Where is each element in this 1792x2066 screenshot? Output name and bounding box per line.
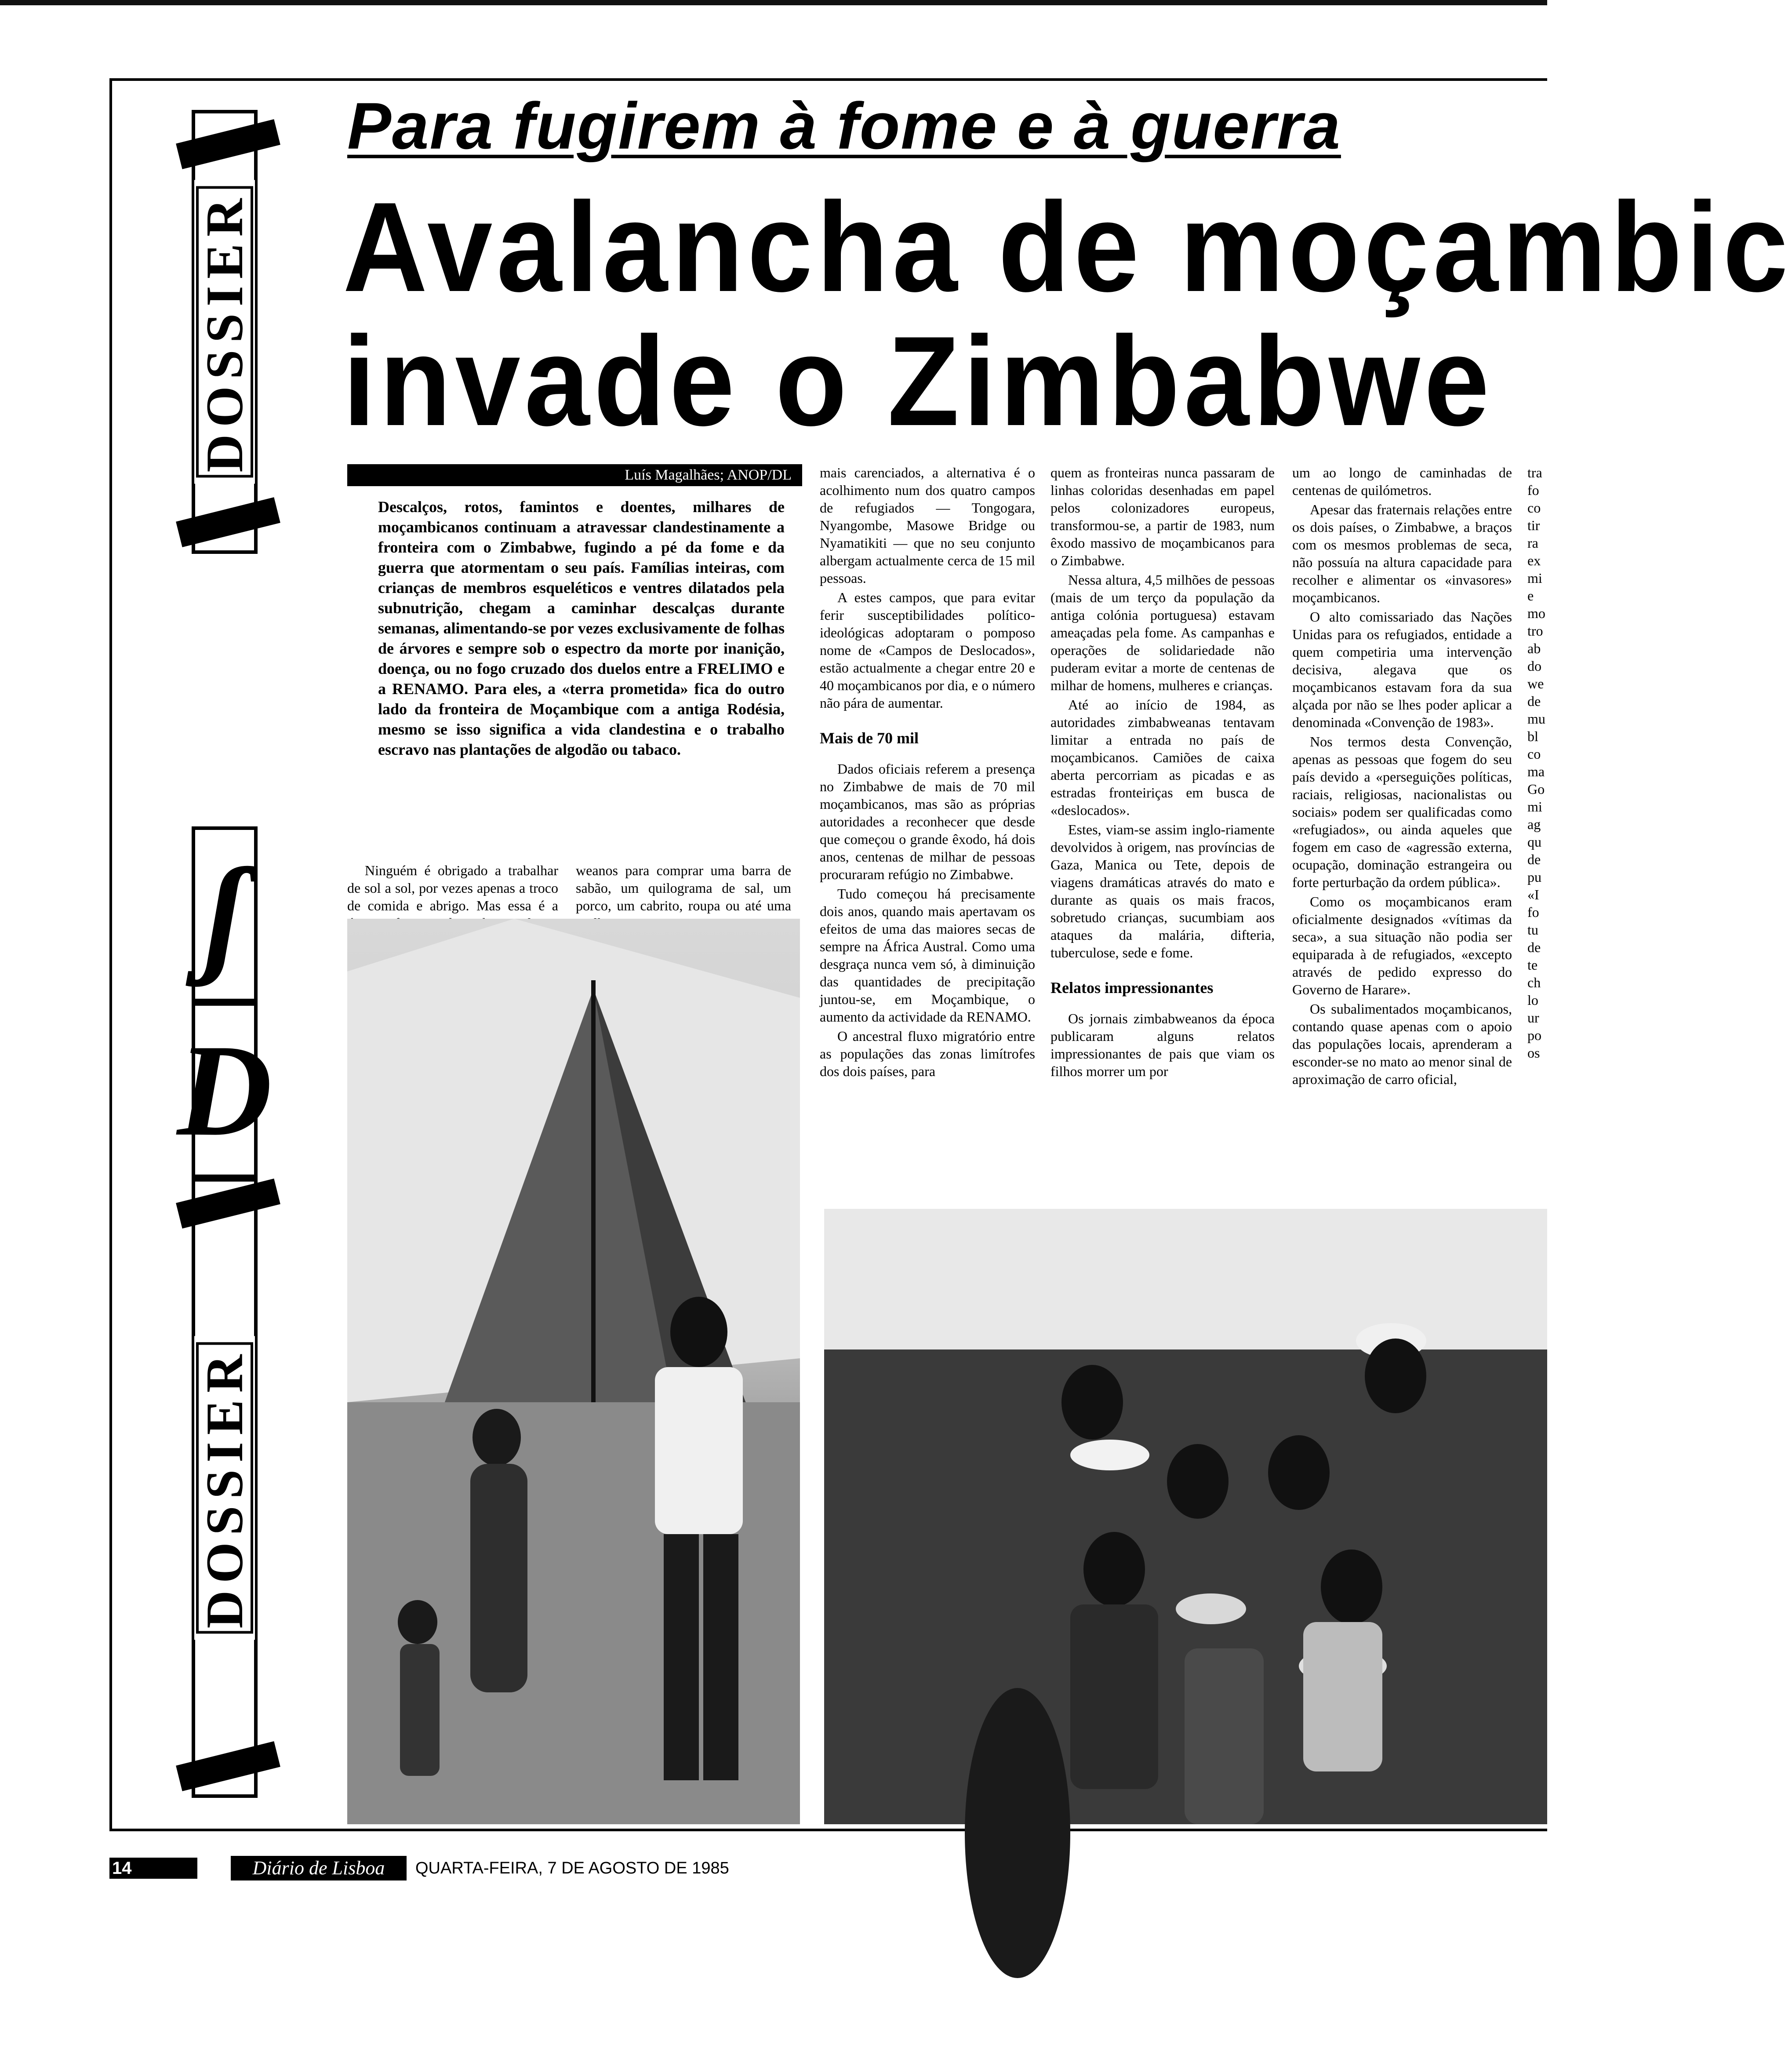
cutoff-fragment: lo	[1527, 992, 1538, 1008]
photo-children-illustration	[824, 1209, 1547, 1824]
cutoff-fragment: te	[1527, 957, 1538, 973]
cutoff-fragment: pu	[1527, 869, 1541, 885]
cutoff-fragment: mi	[1527, 570, 1542, 586]
paragraph: Os jornais zimbabweanos da época publicaram alguns relatos impressionantes de pais que viam os filhos morrer um por	[1050, 1011, 1275, 1079]
paragraph: Os subalimentados moçambicanos, contando quase apenas com o apoio das populações locais, aprenderam a esconder-se no mato ao menor sinal de aproximação de carro oficial,	[1292, 1001, 1512, 1087]
cutoff-fragment: ra	[1527, 535, 1538, 551]
cutoff-fragment: os	[1527, 1045, 1540, 1061]
cutoff-fragment: qu	[1527, 834, 1541, 850]
paragraph: O ancestral fluxo migratório entre as populações das zonas limítrofes dos dois países, para	[820, 1028, 1035, 1079]
article-column-f-cutoff	[1527, 464, 1547, 1062]
paragraph: Dados oficiais referem a presença no Zimbabwe de mais de 70 mil moçambicanos, mas são as próprias autoridades a reconhecer que desde que começou o grande êxodo, há dois anos, centenas de milhar de pessoas procuraram refúgio no Zimbabwe.	[820, 761, 1035, 882]
paragraph: A estes campos, que para evitar ferir susceptibilidades político-ideológicas adoptaram o pomposo nome de «Campos de Deslocados», estão actualmente a chegar entre 20 e 40 moçambicanos por dia, e o número não pára de aumentar.	[820, 589, 1035, 711]
subheading-mais-de-70-mil: Mais de 70 mil	[820, 729, 919, 747]
cutoff-fragment: ag	[1527, 816, 1541, 832]
cutoff-fragment: fo	[1527, 904, 1539, 920]
paragraph: quem as fronteiras nunca passaram de linhas coloridas desenhadas em papel pelos colonizadores europeus, transformou-se, a partir de 1983, num êxodo massivo de moçambicanos para o Zimbabwe.	[1050, 465, 1275, 568]
cutoff-fragment: do	[1527, 658, 1541, 674]
issue-date: QUARTA-FEIRA, 7 DE AGOSTO DE 1985	[415, 1859, 729, 1877]
paragraph: Nessa altura, 4,5 milhões de pessoas (mais de um terço da população da antiga colónia portuguesa) estavam ameaçadas pela fome. As campanhas e operações de solidariedade não puderam evitar a morte de centenas de milhar de homens, mulheres e crianças.	[1050, 572, 1275, 693]
paragraph: weanos para comprar uma barra de sabão, um quilograma de sal, um porco, um cabrito, roupa ou até uma	[576, 862, 791, 913]
paragraph: O alto comissariado das Nações Unidas para os refugiados, entidade a quem competiria uma intervenção decisiva, alegava que os moçambicanos estavam fora da sua alçada por não se lhes poder aplicar a denominada «Convenção de 1983».	[1292, 609, 1512, 730]
cutoff-fragment: co	[1527, 500, 1541, 516]
cutoff-fragment: ur	[1527, 1010, 1539, 1026]
paragraph: Apesar das fraternais relações entre os dois países, o Zimbabwe, a braços com os mesmos problemas de seca, não possuía na altura capacidade para recolher e alimentar os «invasores» moçambicanos.	[1292, 502, 1512, 605]
cutoff-fragment: mo	[1527, 605, 1545, 621]
cutoff-fragment: ch	[1527, 975, 1541, 990]
paragraph: Como os moçambicanos eram oficialmente designados «vítimas da seca», a sua situação não podia ser equiparada à de refugiados, «excepto através de pedido expresso do Governo de Harare».	[1292, 894, 1512, 997]
subheading-relatos-impressionantes: Relatos impressionantes	[1050, 979, 1214, 997]
masthead-logo: Diário de Lisboa	[231, 1856, 407, 1880]
photo-refugees-tent	[347, 919, 800, 1824]
frame-top-rule	[109, 78, 1547, 81]
ornament-d-icon: D	[177, 1017, 273, 1163]
frame-left-rule	[109, 78, 112, 1831]
page-number: 14	[109, 1858, 197, 1879]
main-headline	[343, 176, 1792, 452]
cutoff-fragment: e	[1527, 588, 1534, 604]
cutoff-fragment: tro	[1527, 623, 1543, 639]
cutoff-fragment: ma	[1527, 764, 1545, 779]
cutoff-fragment: mi	[1527, 799, 1542, 815]
cutoff-fragment: tra	[1527, 465, 1542, 480]
article-column-e	[1292, 464, 1512, 1090]
kicker-headline: Para fugirem à fome e à guerra	[347, 89, 1341, 163]
cutoff-fragment: ex	[1527, 553, 1541, 568]
cutoff-fragment: tir	[1527, 517, 1540, 533]
photo-children-bowls	[824, 1209, 1547, 1824]
headline-line-1: Avalancha de moçambic	[343, 176, 1792, 318]
cutoff-fragment: ab	[1527, 640, 1541, 656]
cutoff-fragment: mu	[1527, 711, 1545, 727]
cutoff-fragment: we	[1527, 676, 1544, 691]
cutoff-fragment: po	[1527, 1027, 1541, 1043]
cutoff-fragment: co	[1527, 746, 1541, 762]
cutoff-fragment: fo	[1527, 482, 1539, 498]
cutoff-fragment: tu	[1527, 922, 1538, 938]
dossier-strip-top	[192, 110, 258, 554]
byline-bar: Luís Magalhães; ANOP/DL	[347, 464, 802, 486]
paragraph: Tudo começou há precisamente dois anos, quando mais apertavam os efeitos de uma das maiores secas de sempre na África Austral. Como uma desgraça nunca vem só, à diminuição das quantidades de precipitação juntou-se, em Moçambique, o aumento da actividade da RENAMO.	[820, 886, 1035, 1025]
cutoff-fragment: bl	[1527, 728, 1538, 744]
paragraph: um ao longo de caminhadas de centenas de quilómetros.	[1292, 465, 1512, 498]
dossier-logo-2	[177, 1002, 273, 1178]
top-edge-rule	[0, 0, 1547, 5]
frame-bottom-rule	[109, 1829, 1547, 1831]
paragraph: Nos termos desta Convenção, apenas as pessoas que fogem do seu país devido a «perseguições políticas, raciais, religiosas, nacionalistas ou sociais» podem ser qualificadas como «refugiados», ou ainda aqueles que fogem em caso de «agressão externa, ocupação, dominação estrangeira ou forte perturbação da ordem pública».	[1292, 734, 1512, 890]
cutoff-fragment: «I	[1527, 887, 1539, 902]
dossier-strip-bottom	[192, 1178, 258, 1798]
paragraph: Até ao início de 1984, as autoridades zimbabweanas tentavam limitar a entrada no país de moçambicanos. Camiões de caixa aberta percorriam as picadas e as estradas fronteiriças em busca de «deslocados».	[1050, 697, 1275, 818]
cutoff-fragment: de	[1527, 851, 1541, 867]
paragraph: mais carenciados, a alternativa é o acolhimento num dos quatro campos de refugiados — Tongogara, Nyangombe, Masowe Bridge ou Nyamatikiti — que no seu conjunto albergam actualmente cerca de 15 mil pessoas.	[820, 465, 1035, 586]
headline-line-2: invade o Zimbabwe	[343, 310, 1494, 452]
article-lead: Descalços, rotos, famintos e doentes, milhares de moçambicanos continuam a atravessar clandestinamente a fronteira com o Zimbabwe, fugindo a pé da fome e da guerra que atormentam o seu país. Famílias inteiras, com crianças de membros esqueléticos e ventres dilatados pela subnutrição, chegam a caminhar descalças durante semanas, alimentando-se por vezes exclusivamente de folhas de árvores e sempre sob o espectro da morte por inanição, doença, ou no fogo cruzado dos duelos entre a FRELIMO e a RENAMO. Para eles, a «terra prometida» fica do outro lado da fronteira de Moçambique com a antiga Rodésia, mesmo se isso significa a vida clandestina e o trabalho escravo nas plantações de algodão ou tabaco.	[378, 498, 785, 758]
photo-refugees-tent-illustration	[347, 919, 800, 1824]
dossier-logo-1	[192, 826, 258, 1002]
paragraph: Ninguém é obrigado a trabalhar de sol a sol, por vezes apenas a troco de comida e abrigo. Mas essa é a	[347, 862, 558, 913]
cutoff-fragment: de	[1527, 693, 1541, 709]
dossier-word-bottom: DOSSIER	[194, 1336, 255, 1640]
cutoff-fragment: Go	[1527, 781, 1545, 797]
dossier-word-top: DOSSIER	[194, 180, 255, 484]
article-column-d	[1050, 464, 1275, 1082]
cutoff-fragment: de	[1527, 939, 1541, 955]
paragraph: Estes, viam-se assim inglo-riamente devolvidos à origem, nas províncias de Gaza, Manica ou Tete, depois de viagens dramáticas através do mato e durante as quais os mais fracos, sobretudo crianças, sucumbiam aos ataques da malária, difteria, tuberculose, sede e fome.	[1050, 822, 1275, 960]
article-column-c	[820, 464, 1035, 1082]
ornament-s-icon: ʃ	[203, 841, 247, 987]
